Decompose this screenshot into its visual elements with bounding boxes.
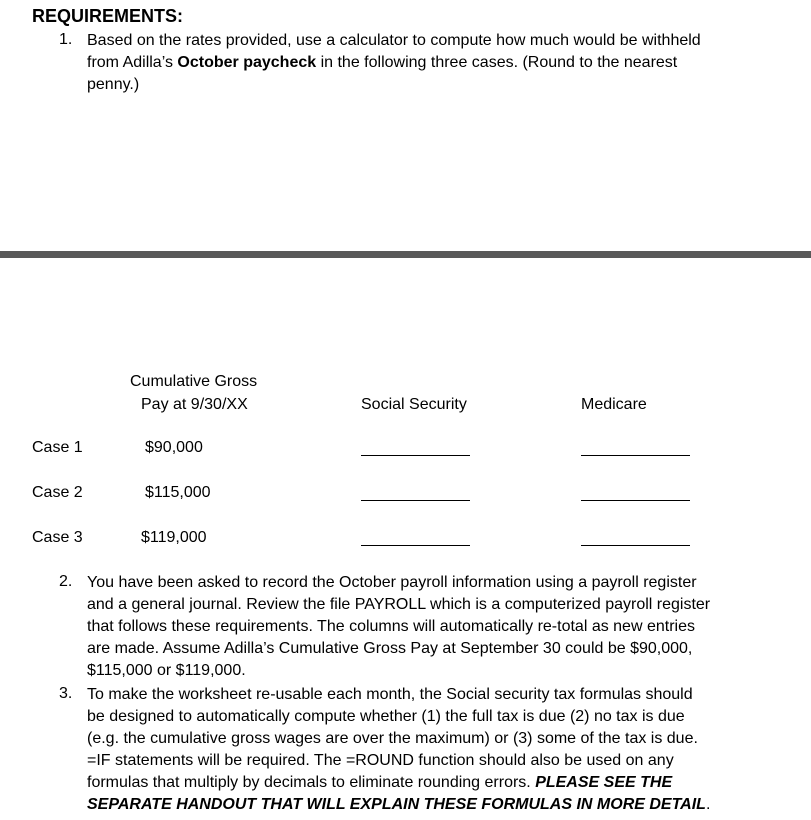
case-3-medicare-blank[interactable] (581, 545, 690, 546)
case-2-medicare-blank[interactable] (581, 500, 690, 501)
item-3-line-6-post: . (705, 796, 711, 813)
item-3-line-3: (e.g. the cumulative gross wages are over the maximum) or (3) some of the tax is due. (87, 730, 698, 747)
item-2-line-2: and a general journal. Review the file PAYROLL which is a computerized payroll register (87, 596, 711, 613)
item-3-line-1: To make the worksheet re-usable each month, the Social security tax formulas should (87, 686, 693, 703)
case-3-amount: $119,000 (141, 529, 207, 546)
col-header-cumulative-gross-2: Pay at 9/30/XX (141, 396, 248, 413)
item-3-number: 3. (59, 685, 73, 702)
item-1-line-2-post: in the following three cases. (Round to the nearest (316, 54, 678, 71)
item-3-line-5-pre: formulas that multiply by decimals to eliminate rounding errors. (87, 774, 536, 791)
case-3-label: Case 3 (32, 529, 83, 546)
col-header-social-security: Social Security (361, 396, 467, 413)
item-1-line-2-pre: from Adilla’s (87, 54, 178, 71)
item-3-separate-handout: SEPARATE HANDOUT THAT WILL EXPLAIN THESE FORMULAS IN MORE DETAIL (87, 796, 706, 813)
item-3-line-6 (87, 794, 710, 816)
case-1-amount: $90,000 (145, 439, 203, 456)
item-3-please-see: PLEASE SEE THE (535, 774, 673, 791)
case-2-label: Case 2 (32, 484, 83, 501)
item-2-line-5: $115,000 or $119,000. (87, 662, 246, 679)
case-2-social-security-blank[interactable] (361, 500, 470, 501)
item-1-line-3: penny.) (87, 76, 140, 93)
item-2-number: 2. (59, 573, 73, 590)
item-2-line-3: that follows these requirements. The columns will automatically re-total as new entries (87, 618, 695, 635)
case-2-amount: $115,000 (145, 484, 211, 501)
item-1-line-2 (87, 52, 677, 74)
item-2-line-4: are made. Assume Adilla’s Cumulative Gross Pay at September 30 could be $90,000, (87, 640, 693, 657)
item-1-number: 1. (59, 31, 73, 48)
item-1-line-1: Based on the rates provided, use a calculator to compute how much would be withheld (87, 32, 701, 49)
item-3-line-2: be designed to automatically compute whether (1) the full tax is due (2) no tax is due (87, 708, 685, 725)
item-1-october-paycheck: October paycheck (177, 54, 317, 71)
section-divider (0, 251, 811, 258)
case-3-social-security-blank[interactable] (361, 545, 470, 546)
col-header-medicare: Medicare (581, 396, 647, 413)
requirements-heading: REQUIREMENTS: (32, 6, 184, 26)
case-1-social-security-blank[interactable] (361, 455, 470, 456)
item-2-line-1: You have been asked to record the October payroll information using a payroll register (87, 574, 697, 591)
case-1-label: Case 1 (32, 439, 83, 456)
case-1-medicare-blank[interactable] (581, 455, 690, 456)
item-3-line-4: =IF statements will be required. The =ROUND function should also be used on any (87, 752, 674, 769)
col-header-cumulative-gross-1: Cumulative Gross (130, 373, 258, 390)
item-3-line-5 (87, 772, 672, 794)
